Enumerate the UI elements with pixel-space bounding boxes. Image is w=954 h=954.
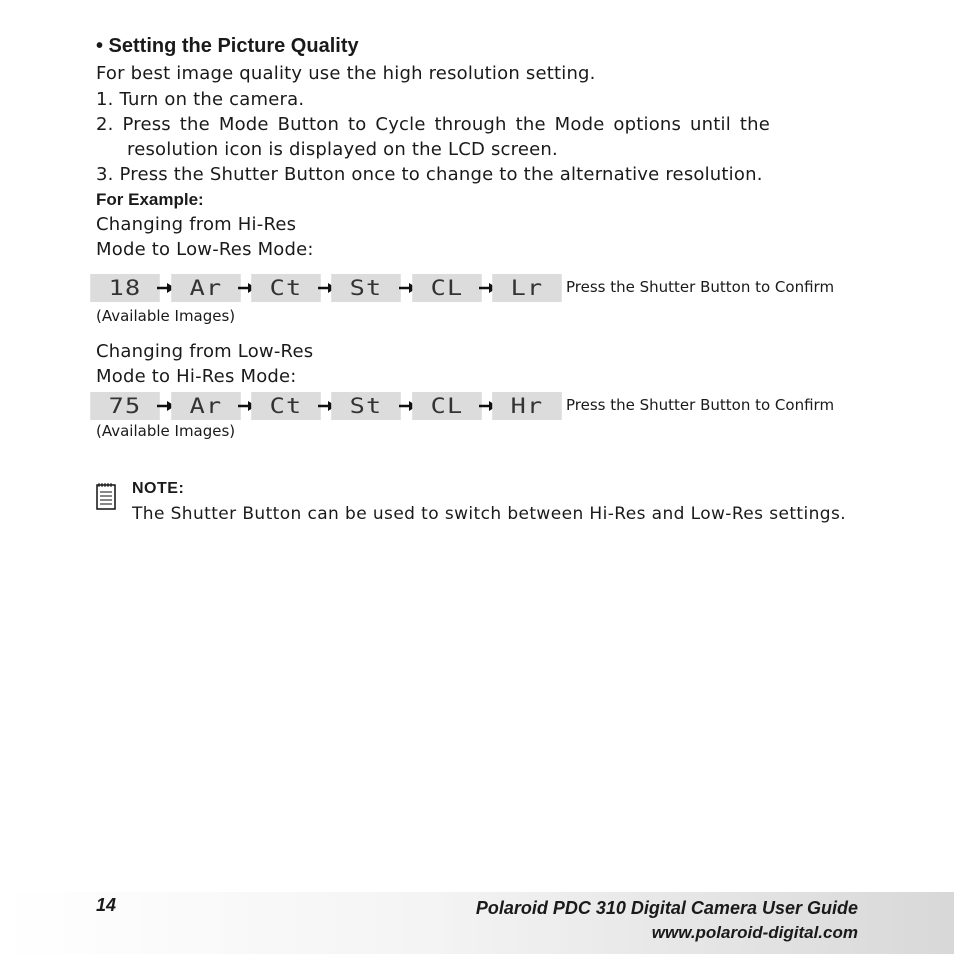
lcd-display: Lr <box>492 274 562 302</box>
lcd-display: St <box>331 392 401 420</box>
lcd-display: 18 <box>90 274 160 302</box>
lcd-display: CL <box>412 274 482 302</box>
example1-caption-line1: Changing from Hi-Res <box>96 214 297 235</box>
footer-url: www.polaroid-digital.com <box>651 923 858 942</box>
lcd-display: Hr <box>492 392 562 420</box>
intro-text: For best image quality use the high resolution setting. <box>96 63 596 84</box>
example1-caption-line2: Mode to Low-Res Mode: <box>96 239 314 260</box>
example2-caption-line1: Changing from Low-Res <box>96 341 314 362</box>
step-2: 2. Press the Mode Button to Cycle through the Mode options until the <box>96 114 770 135</box>
example1-confirm-text: Press the Shutter Button to Confirm <box>566 278 835 296</box>
section-heading: • Setting the Picture Quality <box>96 35 359 57</box>
lcd-display: St <box>331 274 401 302</box>
lcd-display: Ar <box>171 392 241 420</box>
example-label: For Example: <box>96 190 204 209</box>
page-number: 14 <box>96 895 117 915</box>
lcd-display: 75 <box>90 392 160 420</box>
note-text: The Shutter Button can be used to switch between Hi-Res and Low-Res settings. <box>132 504 847 524</box>
note-title: NOTE: <box>132 480 185 497</box>
example1-available-images: (Available Images) <box>96 307 236 325</box>
note-icon <box>96 482 116 510</box>
step-2-continued: resolution icon is displayed on the LCD screen. <box>127 139 558 160</box>
example2-caption-line2: Mode to Hi-Res Mode: <box>96 366 297 387</box>
lcd-display: Ct <box>251 392 321 420</box>
example2-available-images: (Available Images) <box>96 422 236 440</box>
lcd-display: Ct <box>251 274 321 302</box>
lcd-display: Ar <box>171 274 241 302</box>
lcd-display: CL <box>412 392 482 420</box>
example2-confirm-text: Press the Shutter Button to Confirm <box>566 396 835 414</box>
step-1: 1. Turn on the camera. <box>96 89 305 110</box>
footer-title: Polaroid PDC 310 Digital Camera User Guide <box>475 898 858 918</box>
step-3: 3. Press the Shutter Button once to change to the alternative resolution. <box>96 164 763 185</box>
